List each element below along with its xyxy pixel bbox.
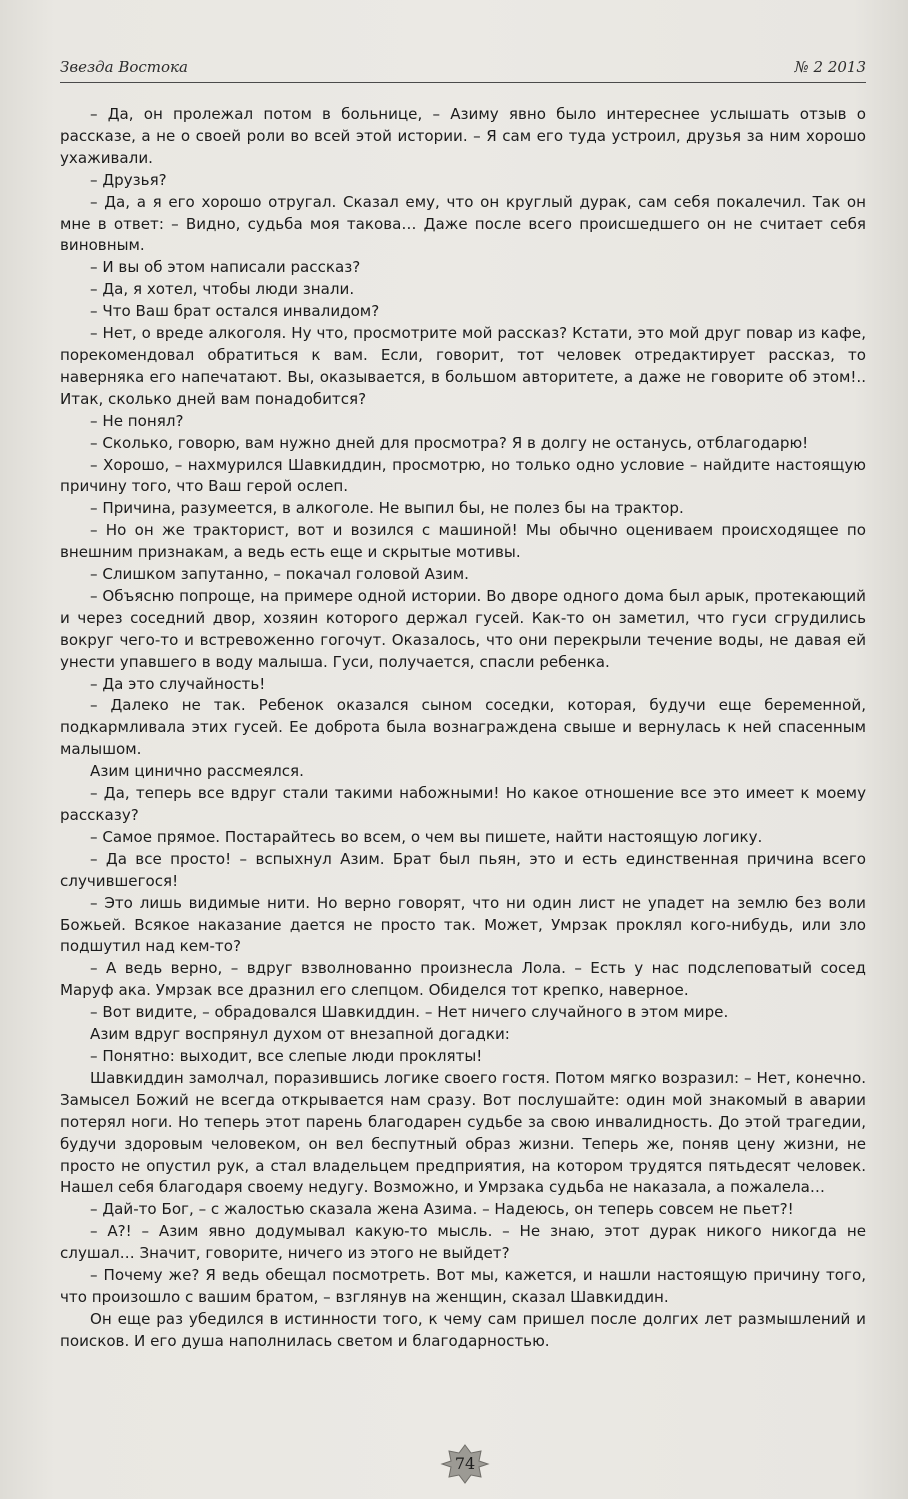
- paragraph: – Объясню попроще, на примере одной истории. Во дворе одного дома был арык, протекающий и через соседний двор, хозяин которого держал гусей. Как-то он заметил, что гуси сгрудились вокруг чего-то и встревоженно гогочут. Оказалось, что они перекрыли течение воды, не давая ей унести упавшего в воду малыша. Гуси, получается, спасли ребенка.: [60, 586, 866, 671]
- paragraph: Азим вдруг воспрянул духом от внезапной догадки:: [90, 1025, 510, 1044]
- paragraph: Шавкиддин замолчал, поразившись логике своего гостя. Потом мягко возразил: – Нет, конечно. Замысел Божий не всегда открывается нам сразу. Вот послушайте: один мой знакомый в аварии потерял ноги. Но теперь этот парень благодарен судьбе за свою инвалидность. До этой трагедии, будучи здоровым человеком, он вел беспутный образ жизни. Теперь же, поняв цену жизни, не просто не опустил рук, а стал владельцем предприятия, на котором трудятся пятьдесят человек. Нашел себя благодаря своему недугу. Возможно, и Умрзака судьба не наказала, а пожалела…: [60, 1068, 866, 1197]
- paragraph: Он еще раз убедился в истинности того, к чему сам пришел после долгих лет размышлений и поисков. И его душа наполнилась светом и благодарностью.: [60, 1309, 866, 1350]
- paragraph: – Почему же? Я ведь обещал посмотреть. Вот мы, кажется, и нашли настоящую причину того, что произошло с вашим братом, – взглянув на женщин, сказал Шавкиддин.: [60, 1266, 866, 1306]
- paragraph: – Это лишь видимые нити. Но верно говорят, что ни один лист не упадет на землю без воли Божьей. Всякое наказание дается не просто так. Может, Умрзак проклял кого-нибудь, или зло подшутил над кем-то?: [60, 893, 866, 956]
- paragraph: – Дай-то Бог, – с жалостью сказала жена Азима. – Надеюсь, он теперь совсем не пьет?!: [90, 1200, 794, 1219]
- paragraph: – Да, я хотел, чтобы люди знали.: [90, 280, 355, 299]
- page-number: 74: [454, 1454, 476, 1473]
- article-body: [60, 104, 866, 1353]
- paragraph: – Понятно: выходит, все слепые люди прокляты!: [90, 1046, 483, 1065]
- paragraph: – Да, он пролежал потом в больнице, – Азиму явно было интереснее услышать отзыв о рассказе, а не о своей роли во всей этой истории. – Я сам его туда устроил, друзья за ним хорошо ухаживали.: [60, 105, 866, 167]
- paragraph: – Самое прямое. Постарайтесь во всем, о чем вы пишете, найти настоящую логику.: [90, 827, 763, 846]
- paragraph: – Не понял?: [90, 411, 184, 430]
- paragraph: – Слишком запутанно, – покачал головой Азим.: [90, 565, 469, 584]
- paragraph: – И вы об этом написали рассказ?: [90, 258, 361, 277]
- paragraph: – А?! – Азим явно додумывал какую-то мысль. – Не знаю, этот дурак никого никогда не слушал… Значит, говорите, ничего из этого не выйдет?: [60, 1222, 866, 1263]
- paragraph: – Хорошо, – нахмурился Шавкиддин, просмотрю, но только одно условие – найдите настоящую причину того, что Ваш герой ослеп.: [60, 455, 866, 496]
- page-number-badge: [440, 1444, 490, 1484]
- running-header: [60, 52, 866, 83]
- paragraph: – Друзья?: [90, 170, 167, 189]
- paragraph: – А ведь верно, – вдруг взволнованно произнесла Лола. – Есть у нас подслеповатый сосед Маруф ака. Умрзак все дразнил его слепцом. Обиделся тот крепко, наверное.: [60, 959, 866, 1000]
- paragraph: – Да, а я его хорошо отругал. Сказал ему, что он круглый дурак, сам себя покалечил. Так он мне в ответ: – Видно, судьба моя такова… Даже после всего происшедшего он не считает себя виновным.: [60, 192, 866, 255]
- paragraph: – Да это случайность!: [90, 674, 266, 693]
- paragraph: – Но он же тракторист, вот и возился с машиной! Мы обычно оцениваем происходящее по внешним признакам, а ведь есть еще и скрытые мотивы.: [60, 521, 866, 562]
- paragraph: – Вот видите, – обрадовался Шавкиддин. – Нет ничего случайного в этом мире.: [90, 1003, 729, 1022]
- paragraph: – Да, теперь все вдруг стали такими набожными! Но какое отношение все это имеет к моему рассказу?: [60, 784, 866, 824]
- paragraph: – Что Ваш брат остался инвалидом?: [90, 302, 380, 321]
- paragraph: – Сколько, говорю, вам нужно дней для просмотра? Я в долгу не останусь, отблагодарю!: [90, 433, 809, 452]
- paragraph: – Далеко не так. Ребенок оказался сыном соседки, которая, будучи еще беременной, подкармливала этих гусей. Ее доброта была вознаграждена свыше и вернулась к ней спасенным малышом.: [60, 696, 866, 759]
- paragraph: – Причина, разумеется, в алкоголе. Не выпил бы, не полез бы на трактор.: [90, 499, 684, 518]
- paragraph: Азим цинично рассмеялся.: [90, 762, 304, 781]
- paragraph: – Да все просто! – вспыхнул Азим. Брат был пьян, это и есть единственная причина всего случившегося!: [60, 849, 866, 890]
- journal-title: Звезда Востока: [60, 58, 188, 76]
- paragraph: – Нет, о вреде алкоголя. Ну что, просмотрите мой рассказ? Кстати, это мой друг повар из кафе, порекомендовал обратиться к вам. Если, говорит, тот человек отредактирует рассказ, то наверняка его напечатают. Вы, оказывается, в большом авторитете, а даже не говорите об этом!.. Итак, сколько дней вам понадобится?: [60, 324, 866, 408]
- issue-number: № 2 2013: [794, 58, 866, 76]
